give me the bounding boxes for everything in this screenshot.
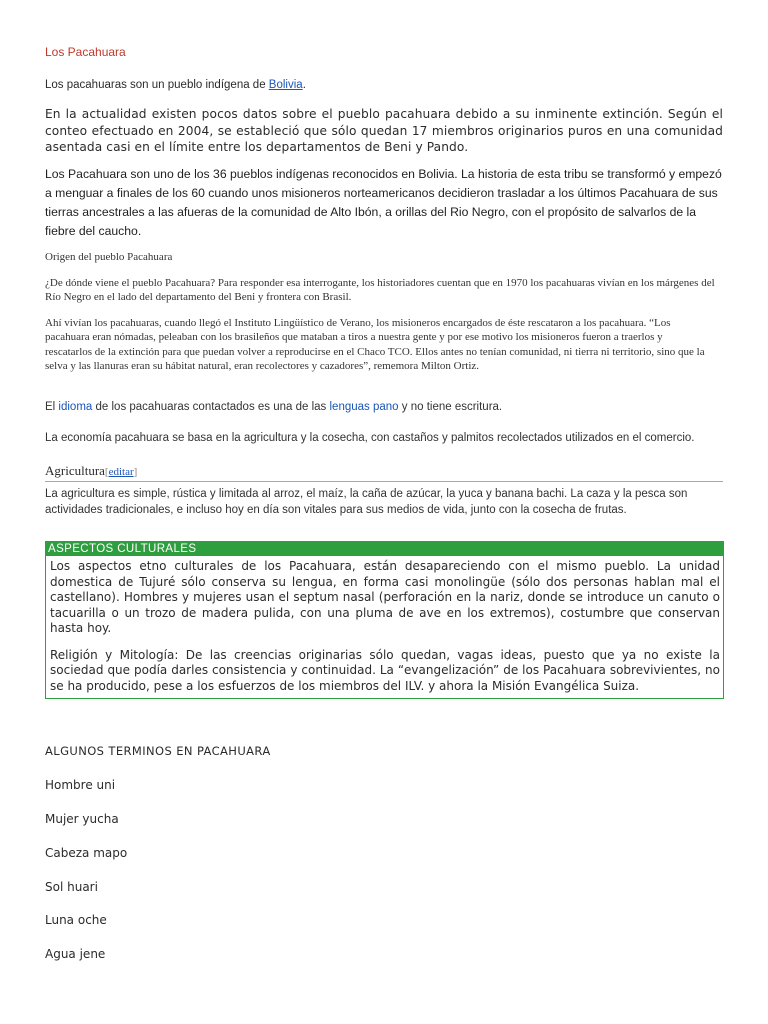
document-title: Los Pacahuara (45, 45, 126, 59)
term-item: Cabeza mapo (45, 846, 128, 860)
term-item: Mujer yucha (45, 812, 119, 826)
term-item: Hombre uni (45, 778, 116, 792)
extinction-paragraph: En la actualidad existen pocos datos sobre el pueblo pacahuara debido a su inminente extinción. Según el conteo efectuado en 2004, se estableció que sólo quedan 17 miembros originarios puros en una comunidad asentada casi en el límite entre los departamentos de Beni y Pando. (45, 107, 723, 154)
agriculture-heading-text: Agricultura (45, 463, 105, 478)
lenguas-pano-link[interactable]: lenguas pano (329, 401, 399, 413)
terms-heading: ALGUNOS TERMINOS EN PACAHUARA (45, 744, 271, 758)
origin-paragraph-2: Ahí vivían los pacahuaras, cuando llegó el Instituto Lingüístico de Verano, los misioneros encargados de éste rescataron a los pacahuara. “Los pacahuara eran nómadas, peleaban con los brasileños que mataban a tiros a nuestra gente y por ese motivo los misioneros fueron a traerlos y rescatarlos de la extinción para que puedan volver a reproducirse en el Chaco TCO. Ellos antes no tenían comunidad, ni tierra ni territorio, sino que la selva y las llanuras eran su hábitat natural, eran recolectores y cazadores”, rememora Milton Ortiz. (45, 317, 705, 372)
agriculture-heading (45, 462, 723, 482)
economy-paragraph: La economía pacahuara se basa en la agricultura y la cosecha, con castaños y palmitos recolectados utilizados en el comercio. (45, 432, 695, 444)
term-item: Luna oche (45, 913, 107, 927)
cultural-aspects-body (46, 556, 723, 698)
origin-heading: Origen del pueblo Pacahuara (45, 251, 173, 263)
origin-paragraph-1: ¿De dónde viene el pueblo Pacahuara? Para responder esa interrogante, los historiadores cuentan que en 1970 los pacahuaras vivían en los márgenes del Río Negro en el lado del departamento del Beni y frontera con Brasil. (45, 277, 715, 304)
term-item: Agua jene (45, 947, 106, 961)
language-paragraph: El idioma de los pacahuaras contactados es una de las lenguas pano y no tiene escritura. (45, 401, 503, 413)
edit-section: [editar] (104, 466, 138, 478)
cultural-aspects-heading: ASPECTOS CULTURALES (46, 542, 723, 556)
edit-link[interactable]: editar (108, 466, 134, 478)
cultural-paragraph-1: Los aspectos etno culturales de los Pacahuara, están desapareciendo con el mismo pueblo. La unidad domestica de Tujuré sólo conserva su lengua, en forma casi monolingüe (sólo dos personas hablan mal el castellano). Hombres y mujeres usan el septum nasal (perforación en la nariz, donde se introduce un canuto o tacuarilla o un trozo de madera pulida, con una pluma de ave en los extremos), costumbre que conservan hasta hoy. (50, 559, 720, 635)
religion-paragraph: Religión y Mitología: De las creencias originarias sólo quedan, vagas ideas, puesto que ya no existe la sociedad que podía darles consistencia y continuidad. La “evangelización” de los Pacahuara sobrevivientes, no se ha producido, pese a los esfuerzos de los miembros del ILV. y ahora la Misión Evangélica Suiza. (50, 647, 720, 693)
history-paragraph: Los Pacahuara son uno de los 36 pueblos indígenas reconocidos en Bolivia. La historia de esta tribu se transformó y empezó a menguar a finales de los 60 cuando unos misioneros norteamericanos decidieron trasladar a los últimos Pacahuara de sus tierras ancestrales a las afueras de la comunidad de Alto Ibón, a orillas del Rio Negro, con el propósito de salvarlos de la fiebre del caucho. (45, 167, 722, 238)
term-item: Sol huari (45, 880, 98, 894)
idioma-link[interactable]: idioma (58, 401, 93, 413)
cultural-aspects-box (45, 541, 724, 699)
bolivia-link[interactable]: Bolivia (268, 79, 303, 91)
agriculture-paragraph: La agricultura es simple, rústica y limitada al arroz, el maíz, la caña de azúcar, la yuca y banana bachi. La caza y la pesca son actividades tradicionales, e incluso hoy en día son vitales para sus medios de vida, junto con la cosecha de frutas. (45, 488, 688, 516)
intro-paragraph: Los pacahuaras son un pueblo indígena de Bolivia. (45, 79, 306, 91)
